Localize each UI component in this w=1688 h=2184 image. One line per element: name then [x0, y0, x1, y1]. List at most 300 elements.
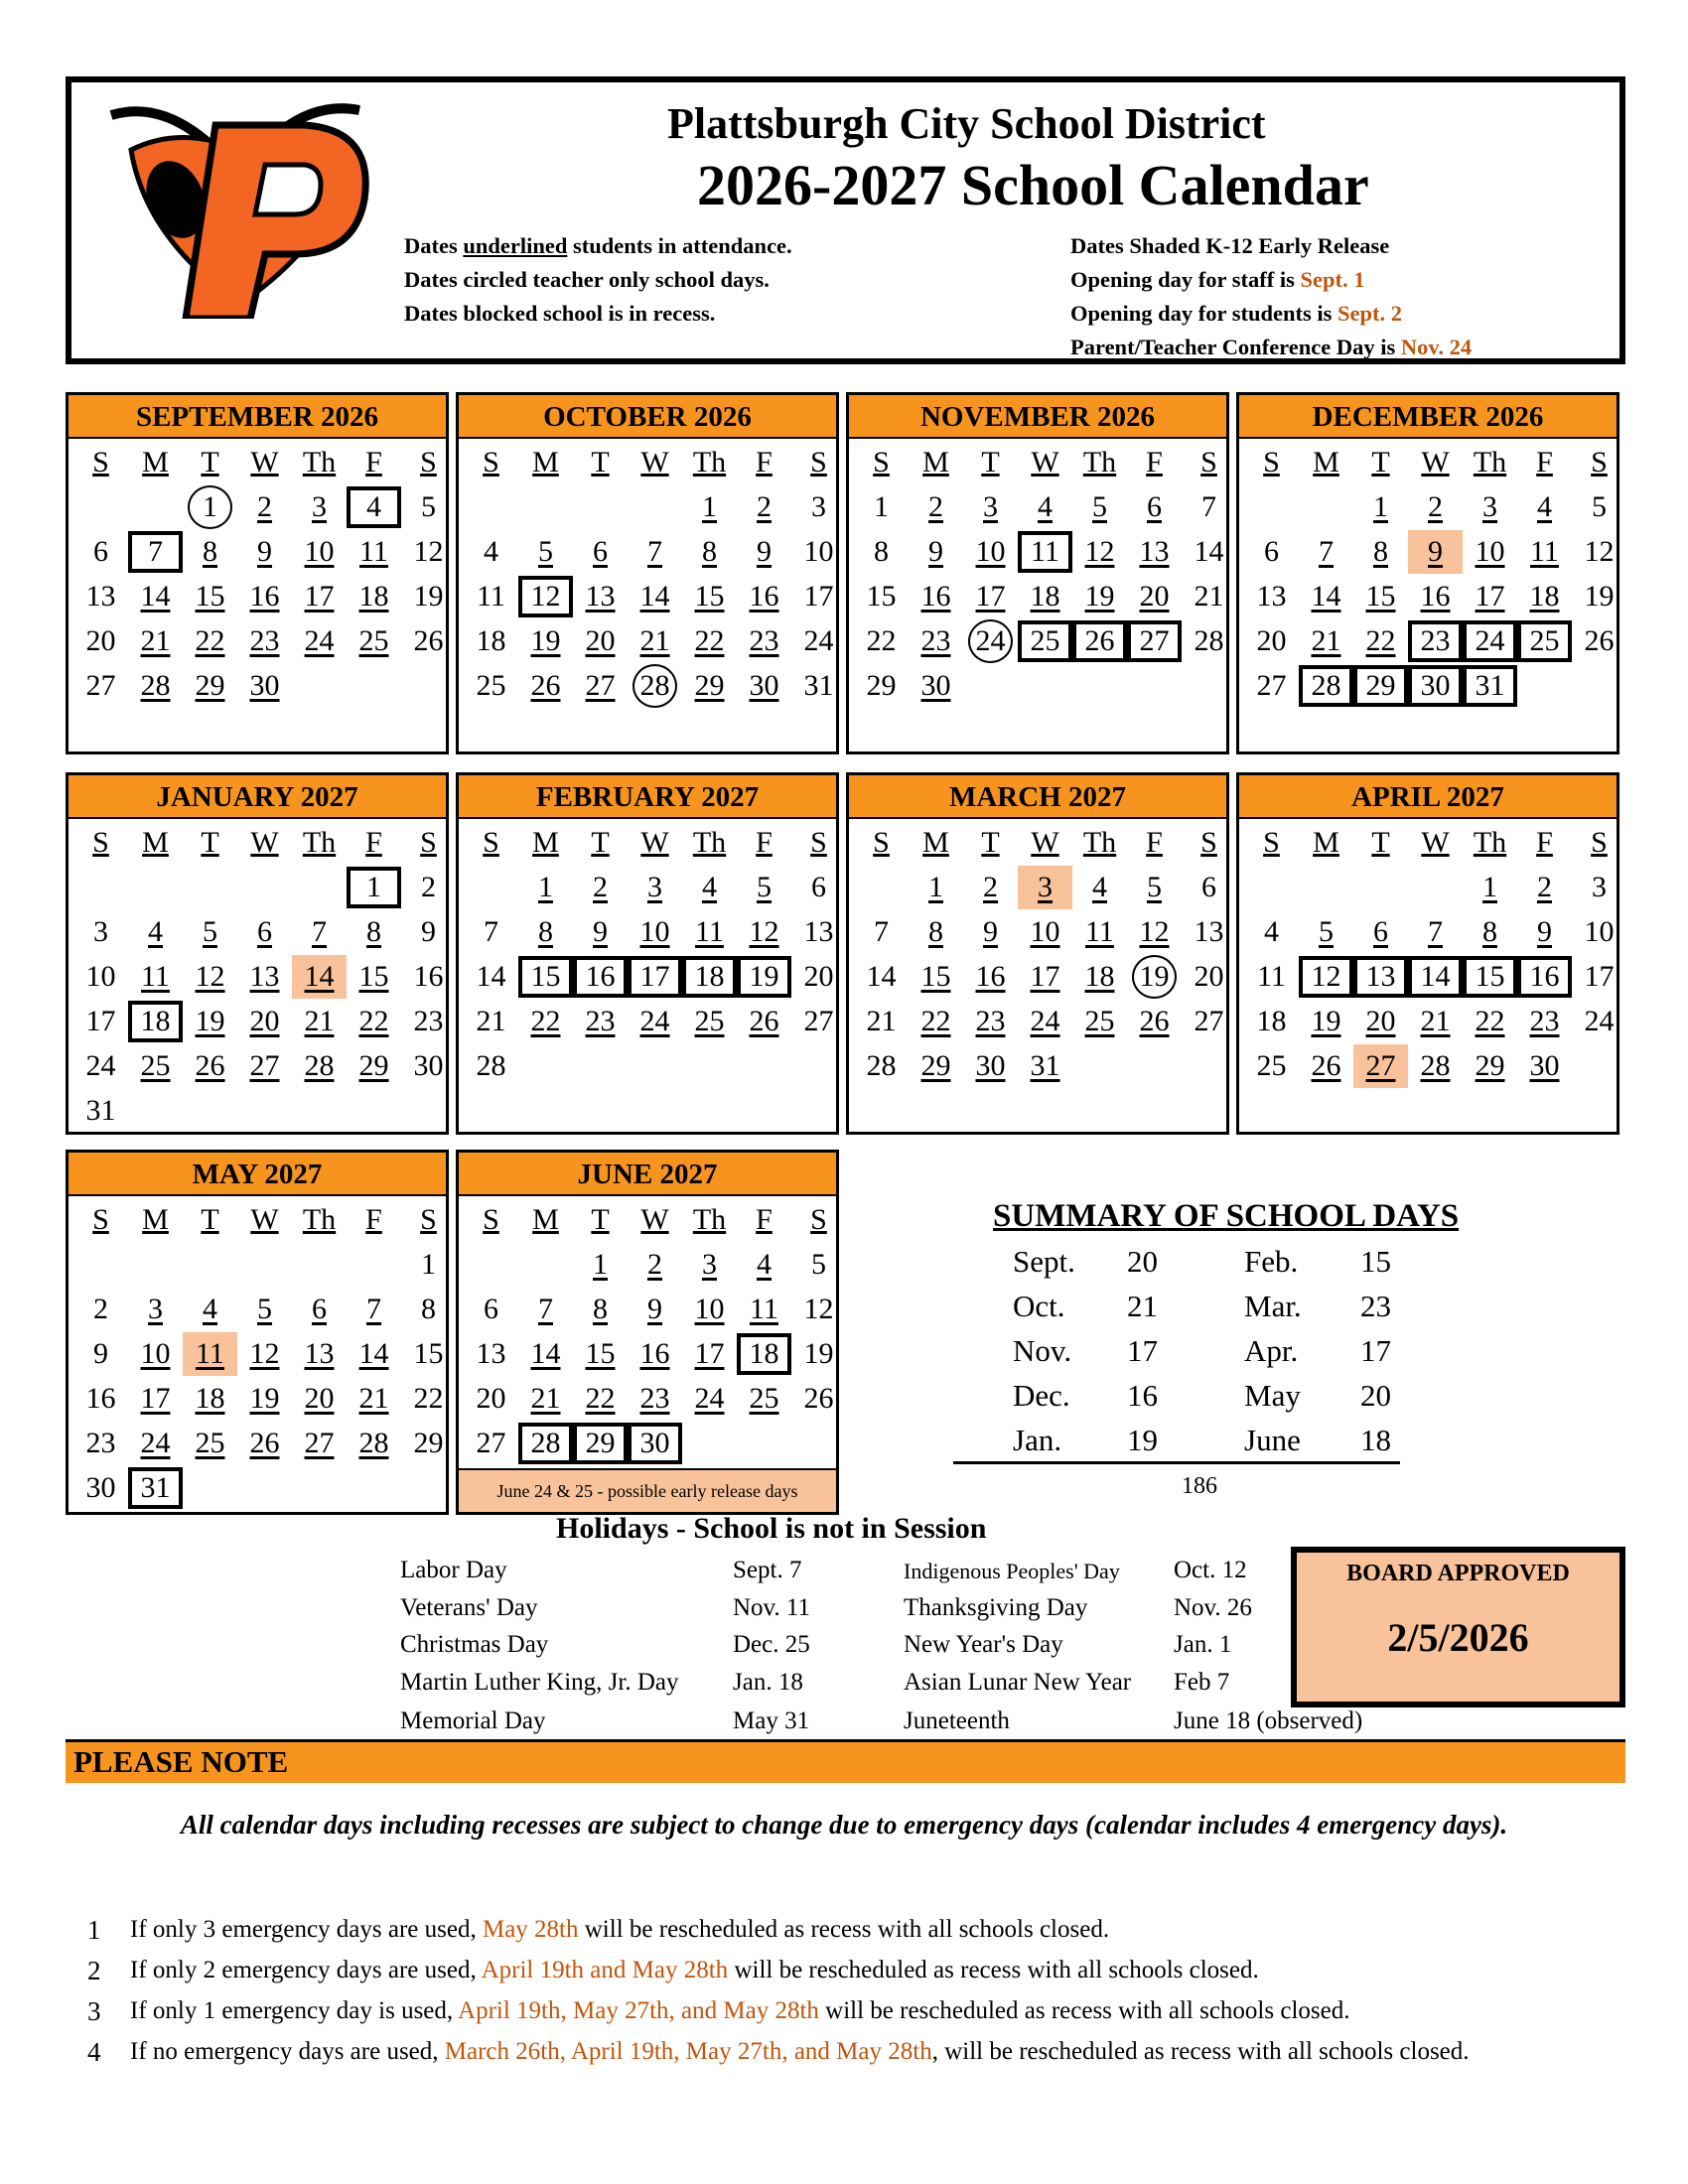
day-cell: 7	[1319, 535, 1334, 568]
weekday-header: Th	[1473, 446, 1507, 478]
day-cell: 2	[593, 871, 608, 903]
day-cell: 7	[312, 915, 327, 948]
day-cell: 4	[1537, 490, 1552, 523]
day-cell: 12	[413, 535, 444, 568]
day-cell: 25	[358, 624, 389, 657]
day-cell: 21	[476, 1005, 506, 1037]
recess-day-cell: 18	[682, 955, 737, 999]
day-cell: 10	[1475, 535, 1505, 568]
weekday-header: T	[201, 1203, 219, 1236]
day-cell: 18	[476, 624, 506, 657]
day-cell: 11	[1530, 535, 1559, 568]
holiday-date: Nov. 11	[733, 1594, 811, 1621]
note-item: If only 3 emergency days are used, May 28th will be rescheduled as recess with all schools closed.	[130, 1916, 1110, 1943]
note-item: If no emergency days are used, March 26th, April 19th, May 27th, and May 28th, will be rescheduled as recess with all schools closed.	[130, 2038, 1470, 2065]
day-cell: 9	[421, 915, 436, 948]
weekday-header: F	[365, 826, 382, 859]
recess-day-cell: 28	[518, 1422, 573, 1465]
day-cell: 12	[1084, 535, 1115, 568]
hornet-logo-icon	[91, 90, 389, 319]
day-cell: 13	[1194, 915, 1224, 948]
teacher-day-cell: 19	[1127, 955, 1182, 999]
note-number: 2	[87, 1956, 101, 1985]
day-cell: 22	[195, 624, 225, 657]
summary-count: 20	[1127, 1244, 1158, 1279]
month-title: JANUARY 2027	[69, 775, 446, 819]
day-cell: 1	[702, 490, 717, 523]
day-cell: 13	[249, 960, 280, 993]
summary-month: Mar.	[1244, 1289, 1302, 1323]
day-cell: 7	[647, 535, 662, 568]
recess-day-cell: 11	[1018, 530, 1072, 574]
day-cell: 22	[694, 624, 725, 657]
day-cell: 11	[141, 960, 170, 993]
day-cell: 5	[757, 871, 772, 903]
recess-day-cell: 15	[1463, 955, 1517, 999]
day-cell: 9	[1537, 915, 1552, 948]
day-cell: 22	[866, 624, 897, 657]
recess-day-cell: 30	[1408, 664, 1463, 708]
recess-day-cell: 29	[1353, 664, 1408, 708]
month-may	[66, 1150, 449, 1515]
day-cell: 25	[195, 1427, 225, 1459]
day-cell: 5	[1092, 490, 1107, 523]
early-release-note: June 24 & 25 - possible early release days	[459, 1468, 836, 1512]
day-cell: 10	[85, 960, 116, 993]
day-cell: 8	[928, 915, 943, 948]
weekday-header: T	[1371, 446, 1390, 478]
day-cell: 6	[484, 1293, 498, 1325]
day-cell: 12	[249, 1337, 280, 1370]
day-cell: 11	[750, 1293, 778, 1325]
day-cell: 6	[593, 535, 608, 568]
weekday-header: M	[142, 446, 169, 478]
day-cell: 28	[304, 1049, 335, 1082]
day-cell: 2	[757, 490, 772, 523]
day-cell: 27	[1194, 1005, 1224, 1037]
weekday-header: Th	[692, 826, 727, 859]
day-cell: 4	[702, 871, 717, 903]
day-cell: 15	[920, 960, 951, 993]
day-cell: 20	[476, 1382, 506, 1415]
summary-month: June	[1244, 1423, 1301, 1457]
day-cell: 19	[413, 580, 444, 613]
day-cell: 16	[249, 580, 280, 613]
day-cell: 1	[1373, 490, 1388, 523]
day-cell: 11	[477, 580, 505, 613]
day-cell: 31	[803, 669, 834, 702]
day-cell: 30	[920, 669, 951, 702]
day-cell: 18	[1529, 580, 1560, 613]
note-number: 1	[87, 1915, 101, 1945]
day-cell: 16	[413, 960, 444, 993]
day-cell: 20	[1365, 1005, 1396, 1037]
teacher-day-cell: 1	[183, 485, 237, 529]
day-cell: 12	[803, 1293, 834, 1325]
weekday-header: S	[92, 826, 109, 859]
summary-month: Jan.	[1013, 1423, 1062, 1457]
month-title: FEBRUARY 2027	[459, 775, 836, 819]
day-cell: 3	[148, 1293, 163, 1325]
day-cell: 10	[975, 535, 1006, 568]
day-cell: 20	[1194, 960, 1224, 993]
day-cell: 13	[585, 580, 616, 613]
day-cell: 3	[1592, 871, 1607, 903]
day-cell: 13	[85, 580, 116, 613]
day-cell: 1	[928, 871, 943, 903]
weekday-header: W	[640, 826, 669, 859]
day-cell: 8	[203, 535, 217, 568]
day-cell: 5	[1592, 490, 1607, 523]
recess-day-cell: 15	[518, 955, 573, 999]
weekday-header: S	[873, 446, 890, 478]
weekday-header: S	[483, 1203, 499, 1236]
day-cell: 30	[749, 669, 779, 702]
day-cell: 22	[1365, 624, 1396, 657]
day-cell: 15	[358, 960, 389, 993]
weekday-header: T	[201, 826, 219, 859]
day-cell: 2	[93, 1293, 108, 1325]
recess-day-cell: 27	[1127, 619, 1182, 663]
summary-month: Sept.	[1013, 1244, 1075, 1279]
day-cell: 9	[257, 535, 272, 568]
day-cell: 21	[866, 1005, 897, 1037]
month-june	[456, 1150, 839, 1515]
day-cell: 15	[694, 580, 725, 613]
weekday-header: T	[591, 826, 610, 859]
day-cell: 29	[866, 669, 897, 702]
recess-day-cell: 19	[737, 955, 791, 999]
please-note-bar	[66, 1739, 1625, 1783]
day-cell: 31	[85, 1094, 116, 1127]
summary-count: 19	[1127, 1423, 1158, 1457]
day-cell: 28	[140, 669, 171, 702]
recess-day-cell: 29	[573, 1422, 628, 1465]
day-cell: 30	[413, 1049, 444, 1082]
weekday-header: W	[640, 1203, 669, 1236]
weekday-header: W	[250, 446, 279, 478]
day-cell: 3	[1482, 490, 1497, 523]
weekday-header: F	[1536, 446, 1553, 478]
summary-count: 21	[1127, 1289, 1158, 1323]
holiday-date: May 31	[733, 1707, 810, 1734]
day-cell: 19	[195, 1005, 225, 1037]
weekday-header: F	[756, 446, 773, 478]
day-cell: 12	[195, 960, 225, 993]
day-cell: 10	[803, 535, 834, 568]
summary-month: Nov.	[1013, 1333, 1072, 1368]
day-cell: 10	[639, 915, 670, 948]
weekday-header: S	[483, 826, 499, 859]
day-cell: 19	[1311, 1005, 1341, 1037]
day-cell: 30	[85, 1471, 116, 1504]
day-cell: 2	[257, 490, 272, 523]
day-cell: 16	[920, 580, 951, 613]
legend-underlined: Dates underlined students in attendance.	[404, 233, 792, 258]
day-cell: 24	[694, 1382, 725, 1415]
weekday-header: T	[981, 446, 1000, 478]
weekday-header: S	[92, 1203, 109, 1236]
day-cell: 21	[530, 1382, 561, 1415]
holiday-name: Juneteenth	[904, 1707, 1010, 1734]
day-cell: 14	[530, 1337, 561, 1370]
month-title: NOVEMBER 2026	[849, 395, 1226, 439]
recess-day-cell: 25	[1018, 619, 1072, 663]
day-cell: 26	[749, 1005, 779, 1037]
day-cell: 25	[1084, 1005, 1115, 1037]
day-cell: 7	[538, 1293, 553, 1325]
day-cell: 27	[1256, 669, 1287, 702]
day-cell: 21	[1420, 1005, 1451, 1037]
weekday-header: Th	[302, 446, 337, 478]
weekday-header: F	[365, 446, 382, 478]
day-cell: 24	[1030, 1005, 1060, 1037]
recess-day-cell: 7	[128, 530, 183, 574]
day-cell: 5	[811, 1248, 826, 1281]
month-december	[1236, 392, 1619, 754]
day-cell: 22	[358, 1005, 389, 1037]
day-cell: 8	[1482, 915, 1497, 948]
day-cell: 16	[1420, 580, 1451, 613]
summary-count: 17	[1127, 1333, 1158, 1368]
day-cell: 10	[140, 1337, 171, 1370]
day-cell: 30	[975, 1049, 1006, 1082]
month-march	[846, 772, 1229, 1135]
day-cell: 27	[85, 669, 116, 702]
day-cell: 11	[1085, 915, 1114, 948]
day-cell: 24	[803, 624, 834, 657]
day-cell: 27	[304, 1427, 335, 1459]
recess-day-cell: 12	[1299, 955, 1353, 999]
day-cell: 6	[811, 871, 826, 903]
holiday-name: Martin Luther King, Jr. Day	[400, 1669, 679, 1696]
recess-day-cell: 23	[1408, 619, 1463, 663]
day-cell: 21	[1311, 624, 1341, 657]
month-title: OCTOBER 2026	[459, 395, 836, 439]
recess-day-cell: 18	[737, 1332, 791, 1376]
weekday-header: S	[92, 446, 109, 478]
weekday-header: Th	[1473, 826, 1507, 859]
recess-day-cell: 12	[518, 575, 573, 618]
day-cell: 30	[1529, 1049, 1560, 1082]
day-cell: 26	[413, 624, 444, 657]
day-cell: 19	[803, 1337, 834, 1370]
recess-day-cell: 31	[1463, 664, 1517, 708]
day-cell: 25	[140, 1049, 171, 1082]
legend-conference-day: Parent/Teacher Conference Day is Nov. 24	[1070, 335, 1473, 359]
early-release-day-cell: 11	[183, 1332, 237, 1376]
weekday-header: M	[1313, 446, 1339, 478]
day-cell: 22	[920, 1005, 951, 1037]
day-cell: 8	[366, 915, 381, 948]
weekday-header: W	[640, 446, 669, 478]
day-cell: 13	[803, 915, 834, 948]
day-cell: 9	[93, 1337, 108, 1370]
day-cell: 2	[928, 490, 943, 523]
day-cell: 6	[1201, 871, 1216, 903]
day-cell: 11	[695, 915, 724, 948]
day-cell: 23	[585, 1005, 616, 1037]
weekday-header: M	[142, 1203, 169, 1236]
day-cell: 26	[803, 1382, 834, 1415]
day-cell: 18	[195, 1382, 225, 1415]
day-cell: 13	[304, 1337, 335, 1370]
day-cell: 4	[1092, 871, 1107, 903]
early-release-day-cell: 9	[1408, 530, 1463, 574]
weekday-header: S	[810, 1203, 827, 1236]
day-cell: 29	[195, 669, 225, 702]
day-cell: 23	[975, 1005, 1006, 1037]
weekday-header: T	[201, 446, 219, 478]
day-cell: 30	[249, 669, 280, 702]
note-number: 3	[87, 1996, 101, 2026]
day-cell: 19	[1084, 580, 1115, 613]
weekday-header: W	[1421, 826, 1450, 859]
day-cell: 12	[749, 915, 779, 948]
day-cell: 3	[93, 915, 108, 948]
legend-student-opening: Opening day for students is Sept. 2	[1070, 301, 1403, 326]
weekday-header: Th	[302, 1203, 337, 1236]
day-cell: 26	[1311, 1049, 1341, 1082]
early-release-day-cell: 14	[292, 955, 347, 999]
early-release-day-cell: 27	[1353, 1044, 1408, 1088]
recess-day-cell: 25	[1517, 619, 1572, 663]
day-cell: 21	[639, 624, 670, 657]
weekday-header: W	[1031, 446, 1059, 478]
note-item: If only 2 emergency days are used, April 19th and May 28th will be rescheduled as recess with all schools closed.	[130, 1957, 1259, 1983]
weekday-header: F	[1146, 446, 1163, 478]
weekday-header: Th	[692, 446, 727, 478]
weekday-header: F	[756, 826, 773, 859]
weekday-header: T	[591, 446, 610, 478]
day-cell: 24	[1584, 1005, 1615, 1037]
day-cell: 28	[358, 1427, 389, 1459]
summary-total: 186	[1182, 1473, 1217, 1499]
month-april	[1236, 772, 1619, 1135]
day-cell: 20	[85, 624, 116, 657]
day-cell: 16	[749, 580, 779, 613]
month-october	[456, 392, 839, 754]
day-cell: 20	[803, 960, 834, 993]
day-cell: 9	[928, 535, 943, 568]
holiday-date: Jan. 1	[1174, 1631, 1232, 1658]
month-title: SEPTEMBER 2026	[69, 395, 446, 439]
day-cell: 9	[593, 915, 608, 948]
summary-month: Feb.	[1244, 1244, 1299, 1279]
day-cell: 1	[593, 1248, 608, 1281]
recess-day-cell: 31	[128, 1466, 183, 1510]
day-cell: 4	[203, 1293, 217, 1325]
day-cell: 5	[257, 1293, 272, 1325]
summary-month: Oct.	[1013, 1289, 1065, 1323]
day-cell: 5	[203, 915, 217, 948]
summary-count: 18	[1360, 1423, 1391, 1457]
day-cell: 18	[1084, 960, 1115, 993]
day-cell: 5	[1147, 871, 1162, 903]
holiday-name: Asian Lunar New Year	[904, 1669, 1132, 1696]
weekday-header: M	[1313, 826, 1339, 859]
summary-count: 16	[1127, 1378, 1158, 1413]
early-release-day-cell: 3	[1018, 866, 1072, 909]
day-cell: 21	[140, 624, 171, 657]
day-cell: 18	[1256, 1005, 1287, 1037]
day-cell: 9	[983, 915, 998, 948]
recess-day-cell: 26	[1072, 619, 1127, 663]
day-cell: 14	[1311, 580, 1341, 613]
month-title: JUNE 2027	[459, 1153, 836, 1196]
month-title: MAY 2027	[69, 1153, 446, 1196]
day-cell: 29	[920, 1049, 951, 1082]
day-cell: 7	[366, 1293, 381, 1325]
day-cell: 28	[476, 1049, 506, 1082]
weekday-header: S	[420, 1203, 437, 1236]
note-item: If only 1 emergency day is used, April 19th, May 27th, and May 28th will be rescheduled as recess with all schools closed.	[130, 1997, 1350, 2024]
day-cell: 23	[249, 624, 280, 657]
recess-day-cell: 16	[1517, 955, 1572, 999]
weekday-header: W	[1421, 446, 1450, 478]
recess-day-cell: 30	[628, 1422, 682, 1465]
day-cell: 18	[1030, 580, 1060, 613]
legend-shaded: Dates Shaded K-12 Early Release	[1070, 233, 1390, 258]
day-cell: 4	[1038, 490, 1053, 523]
weekday-header: T	[591, 1203, 610, 1236]
day-cell: 22	[585, 1382, 616, 1415]
weekday-header: S	[420, 826, 437, 859]
weekday-header: S	[1591, 446, 1608, 478]
day-cell: 2	[647, 1248, 662, 1281]
day-cell: 20	[585, 624, 616, 657]
holiday-date: Jan. 18	[733, 1669, 803, 1696]
weekday-header: F	[365, 1203, 382, 1236]
day-cell: 19	[1584, 580, 1615, 613]
day-cell: 4	[757, 1248, 772, 1281]
day-cell: 13	[1139, 535, 1170, 568]
day-cell: 3	[702, 1248, 717, 1281]
day-cell: 17	[1475, 580, 1505, 613]
day-cell: 5	[421, 490, 436, 523]
day-cell: 16	[639, 1337, 670, 1370]
day-cell: 2	[421, 871, 436, 903]
summary-divider	[953, 1461, 1400, 1464]
day-cell: 21	[1194, 580, 1224, 613]
day-cell: 6	[312, 1293, 327, 1325]
day-cell: 9	[647, 1293, 662, 1325]
day-cell: 20	[1256, 624, 1287, 657]
day-cell: 16	[85, 1382, 116, 1415]
weekday-header: F	[756, 1203, 773, 1236]
recess-day-cell: 24	[1463, 619, 1517, 663]
weekday-header: M	[142, 826, 169, 859]
day-cell: 24	[85, 1049, 116, 1082]
day-cell: 4	[148, 915, 163, 948]
holiday-date: Feb 7	[1174, 1669, 1230, 1696]
recess-day-cell: 14	[1408, 955, 1463, 999]
month-january	[66, 772, 449, 1135]
day-cell: 17	[1030, 960, 1060, 993]
day-cell: 23	[920, 624, 951, 657]
day-cell: 25	[694, 1005, 725, 1037]
day-cell: 29	[358, 1049, 389, 1082]
day-cell: 15	[585, 1337, 616, 1370]
day-cell: 19	[530, 624, 561, 657]
weekday-header: M	[532, 826, 559, 859]
day-cell: 2	[983, 871, 998, 903]
weekday-header: Th	[692, 1203, 727, 1236]
weekday-header: W	[250, 1203, 279, 1236]
holiday-name: Labor Day	[400, 1557, 507, 1583]
summary-count: 20	[1360, 1378, 1391, 1413]
weekday-header: W	[250, 826, 279, 859]
